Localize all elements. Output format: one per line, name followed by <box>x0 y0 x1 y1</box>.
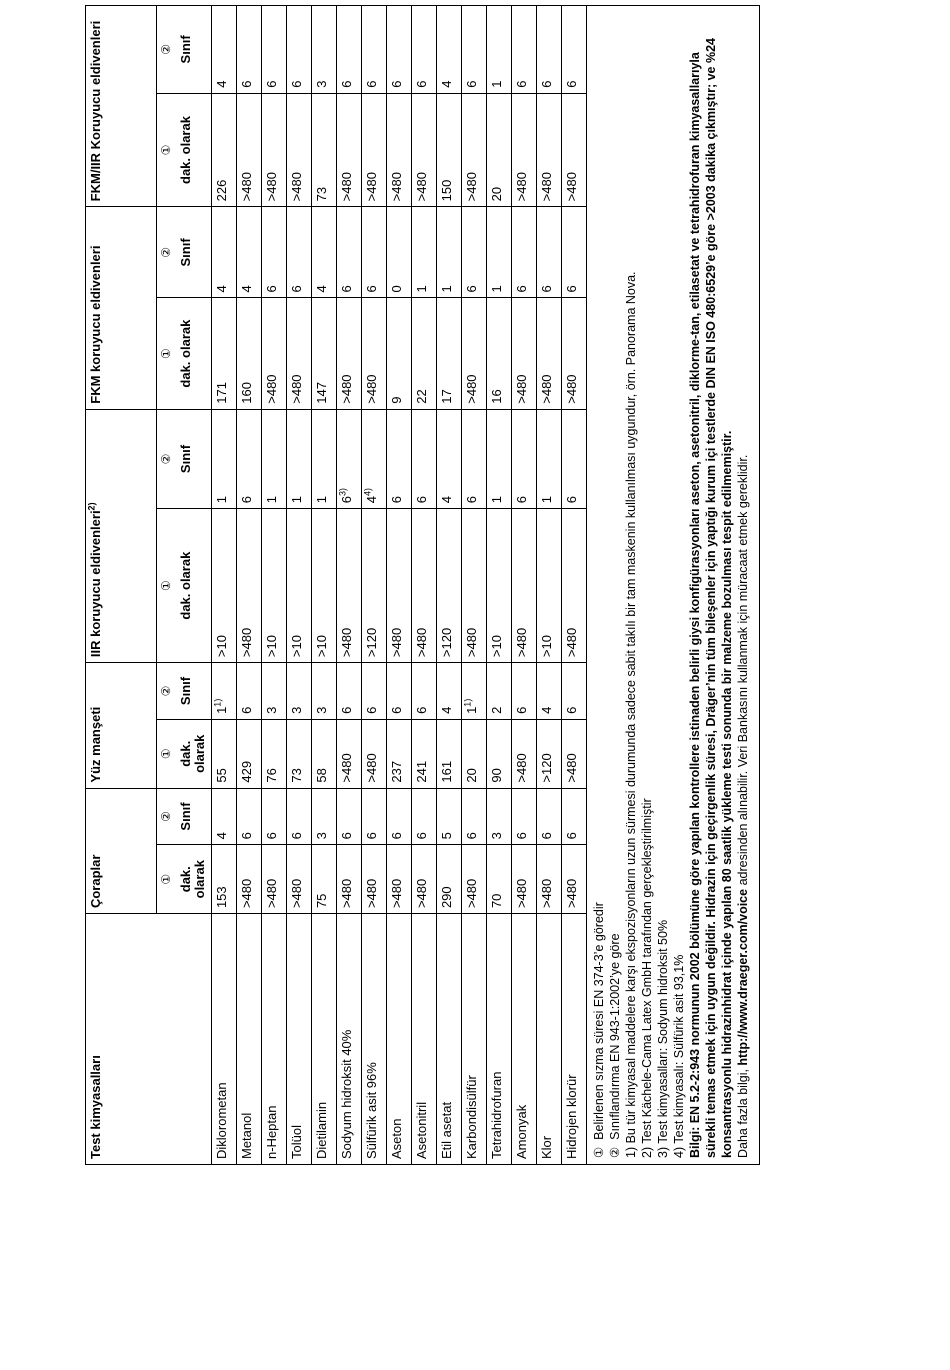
table-row <box>386 6 411 1165</box>
value-cell: 6 <box>411 788 436 845</box>
value-cell: >480 <box>511 509 536 663</box>
footnote-1: 1) Bu tür kimyasal maddelere karşı ekspozisyonların uzun sürmesi durumunda sadece sabit takılı bir tam maskenin kullanılması uygundur, örn. Panorama Nova. <box>623 271 638 1158</box>
value-cell: 6 <box>461 207 486 298</box>
value-cell: 6 <box>511 6 536 94</box>
value-cell: 6 <box>286 788 311 845</box>
chemical-name: Tetrahidrofuran <box>486 914 511 1165</box>
subheader-time-2: ① dak. olarak <box>157 509 212 663</box>
value-cell: >10 <box>311 509 336 663</box>
value-cell: 6 <box>336 788 361 845</box>
value-cell: 6 <box>386 788 411 845</box>
header-face-seal: Yüz manşeti <box>86 663 157 788</box>
subheader-class-1: ② Sınıf <box>157 663 212 720</box>
table-row <box>311 6 336 1165</box>
table-row <box>411 6 436 1165</box>
value-cell: 16 <box>486 298 511 409</box>
value-cell: >480 <box>561 845 586 914</box>
value-cell: >480 <box>386 509 411 663</box>
header-socks: Çoraplar <box>86 788 157 913</box>
chemical-name: Etil asetat <box>436 914 461 1165</box>
value-cell: 2 <box>486 663 511 720</box>
chemical-name: n-Heptan <box>261 914 286 1165</box>
subheader-time-0: ① dak. olarak <box>157 845 212 914</box>
value-cell: 1 <box>286 409 311 508</box>
value-cell: 237 <box>386 719 411 788</box>
value-cell: >480 <box>461 298 486 409</box>
value-cell: 4 <box>211 207 236 298</box>
value-cell: >480 <box>511 719 536 788</box>
value-cell: >480 <box>461 93 486 207</box>
value-cell: >480 <box>336 845 361 914</box>
value-cell: 22 <box>411 298 436 409</box>
value-cell: >10 <box>261 509 286 663</box>
table-row <box>286 6 311 1165</box>
value-cell: >480 <box>261 298 286 409</box>
value-cell: >120 <box>361 509 386 663</box>
value-cell: 6 <box>261 788 286 845</box>
table-row <box>486 6 511 1165</box>
footnote-4: 4) Test kimyasalı: Sülfürik asit 93,1% <box>671 954 686 1158</box>
value-cell: 6 <box>536 207 561 298</box>
value-cell: 6 <box>361 207 386 298</box>
value-cell: 3 <box>311 663 336 720</box>
footnote-3: 3) Test kimyasalları: Sodyum hidroksit 50% <box>655 919 670 1158</box>
chemical-name: Asetonitril <box>411 914 436 1165</box>
value-cell: 4 <box>311 207 336 298</box>
subheader-time-3: ① dak. olarak <box>157 298 212 409</box>
value-cell: 90 <box>486 719 511 788</box>
value-cell: >480 <box>561 298 586 409</box>
footnote-2: 2) Test Kächele-Cama Latex GmbH tarafından gerçekleştirilmiştir <box>639 798 654 1158</box>
value-cell: 3 <box>261 663 286 720</box>
value-cell: >480 <box>386 93 411 207</box>
value-cell: 6 <box>561 409 586 508</box>
value-cell: 4 <box>536 663 561 720</box>
value-cell: >10 <box>536 509 561 663</box>
footnote-ref: 1) <box>462 698 473 707</box>
value-cell: 6 <box>561 6 586 94</box>
chemical-resistance-table <box>85 5 587 1165</box>
value-cell: 55 <box>211 719 236 788</box>
value-cell: 3 <box>286 663 311 720</box>
chemical-name: Hidrojen klorür <box>561 914 586 1165</box>
value-cell: 6 <box>286 207 311 298</box>
value-cell: >480 <box>386 845 411 914</box>
value-cell: >480 <box>561 719 586 788</box>
value-cell: 75 <box>311 845 336 914</box>
value-cell: >480 <box>361 93 386 207</box>
value-cell: >480 <box>511 93 536 207</box>
value-cell: 160 <box>236 298 261 409</box>
value-cell: 6 <box>361 663 386 720</box>
value-cell: 241 <box>411 719 436 788</box>
value-cell: 6 <box>336 663 361 720</box>
value-cell: 6 <box>561 788 586 845</box>
value-cell: 6 <box>236 409 261 508</box>
value-cell: >480 <box>236 509 261 663</box>
note-classification: ② Sınıflandırma EN 943-1:2002’ye göre <box>607 933 622 1158</box>
value-cell: >480 <box>261 93 286 207</box>
value-cell: 6 <box>361 6 386 94</box>
table-row <box>361 6 386 1165</box>
value-cell: 6 <box>461 6 486 94</box>
draeger-voice-link[interactable]: http://www.draeger.com/voice <box>735 888 750 1066</box>
value-cell: 9 <box>386 298 411 409</box>
value-cell: 58 <box>311 719 336 788</box>
value-cell: 1$^{1)}$ <box>461 663 486 720</box>
subheader-class-4: ② Sınıf <box>157 6 212 94</box>
value-cell: >480 <box>536 93 561 207</box>
value-cell: 1 <box>411 207 436 298</box>
value-cell: 1 <box>486 207 511 298</box>
value-cell: 6 <box>511 207 536 298</box>
subheader-class-3: ② Sınıf <box>157 207 212 298</box>
value-cell: 4 <box>211 788 236 845</box>
value-cell: 1 <box>436 207 461 298</box>
table-row <box>336 6 361 1165</box>
header-fkm-gloves: FKM koruyucu eldivenleri <box>86 207 157 409</box>
value-cell: >480 <box>411 93 436 207</box>
value-cell: 153 <box>211 845 236 914</box>
value-cell: >480 <box>286 845 311 914</box>
value-cell: 6 <box>511 409 536 508</box>
header-iir-gloves: IIR koruyucu eldivenleri$^{2)}$ <box>86 409 157 662</box>
table-row <box>511 6 536 1165</box>
value-cell: 5 <box>436 788 461 845</box>
value-cell: 6 <box>336 207 361 298</box>
value-cell: >480 <box>461 845 486 914</box>
value-cell: 1 <box>311 409 336 508</box>
chemical-name: Amonyak <box>511 914 536 1165</box>
value-cell: >480 <box>336 509 361 663</box>
chemical-name: Diklorometan <box>211 914 236 1165</box>
value-cell: 6 <box>236 6 261 94</box>
chemical-name: Dietilamin <box>311 914 336 1165</box>
value-cell: 17 <box>436 298 461 409</box>
value-cell: 6$^{3)}$ <box>336 409 361 508</box>
value-cell: >480 <box>261 845 286 914</box>
chemical-name: Klor <box>536 914 561 1165</box>
table-row <box>261 6 286 1165</box>
value-cell: 4$^{4)}$ <box>361 409 386 508</box>
value-cell: 1 <box>261 409 286 508</box>
value-cell: >10 <box>286 509 311 663</box>
value-cell: >480 <box>361 845 386 914</box>
value-cell: 1 <box>486 6 511 94</box>
value-cell: >480 <box>511 845 536 914</box>
value-cell: 6 <box>536 6 561 94</box>
value-cell: 6 <box>286 6 311 94</box>
value-cell: 3 <box>486 788 511 845</box>
value-cell: 3 <box>311 788 336 845</box>
header-test-chemicals: Test kimyasalları <box>86 914 212 1165</box>
value-cell: 6 <box>511 663 536 720</box>
table-row <box>436 6 461 1165</box>
subheader-time-1: ① dak. olarak <box>157 719 212 788</box>
value-cell: 4 <box>211 6 236 94</box>
value-cell: >10 <box>211 509 236 663</box>
note-breakthrough: ① Belirlenen sızma süresi EN 374-3’e göredir <box>591 902 606 1158</box>
value-cell: 161 <box>436 719 461 788</box>
table-row <box>211 6 236 1165</box>
value-cell: >480 <box>361 719 386 788</box>
value-cell: >480 <box>411 509 436 663</box>
footnote-ref: 1) <box>212 698 223 707</box>
value-cell: 6 <box>236 663 261 720</box>
value-cell: 150 <box>436 93 461 207</box>
chemical-name: Tolüol <box>286 914 311 1165</box>
value-cell: 6 <box>336 6 361 94</box>
value-cell: 20 <box>486 93 511 207</box>
value-cell: 4 <box>436 409 461 508</box>
value-cell: 6 <box>511 788 536 845</box>
value-cell: 6 <box>386 409 411 508</box>
value-cell: >10 <box>486 509 511 663</box>
subheader-class-2: ② Sınıf <box>157 409 212 508</box>
value-cell: >480 <box>461 509 486 663</box>
chemical-name: Karbondisülfür <box>461 914 486 1165</box>
value-cell: 6 <box>386 6 411 94</box>
subheader-class-0: ② Sınıf <box>157 788 212 845</box>
value-cell: >480 <box>336 719 361 788</box>
value-cell: 4 <box>436 663 461 720</box>
value-cell: 6 <box>461 409 486 508</box>
table-row <box>461 6 486 1165</box>
footnotes <box>587 5 760 1165</box>
value-cell: >480 <box>236 93 261 207</box>
value-cell: 6 <box>411 663 436 720</box>
chemical-name: Sodyum hidroksit 40% <box>336 914 361 1165</box>
value-cell: 6 <box>261 207 286 298</box>
footnote-ref: 4) <box>362 487 373 496</box>
value-cell: 70 <box>486 845 511 914</box>
rotated-page <box>85 5 937 1165</box>
value-cell: >480 <box>561 93 586 207</box>
value-cell: >480 <box>536 298 561 409</box>
value-cell: 6 <box>561 663 586 720</box>
value-cell: 1 <box>211 409 236 508</box>
value-cell: >120 <box>536 719 561 788</box>
subheader-time-4: ① dak. olarak <box>157 93 212 207</box>
value-cell: >480 <box>411 845 436 914</box>
value-cell: >480 <box>286 93 311 207</box>
value-cell: >480 <box>536 845 561 914</box>
footnote-ref: 3) <box>337 487 348 496</box>
value-cell: 0 <box>386 207 411 298</box>
value-cell: >120 <box>436 509 461 663</box>
value-cell: 6 <box>236 788 261 845</box>
value-cell: 171 <box>211 298 236 409</box>
value-cell: 4 <box>436 6 461 94</box>
value-cell: 6 <box>261 6 286 94</box>
value-cell: 290 <box>436 845 461 914</box>
value-cell: 20 <box>461 719 486 788</box>
value-cell: 1$^{1)}$ <box>211 663 236 720</box>
header-fkm-iir-gloves: FKM/IIR Koruyucu eldivenleri <box>86 6 157 207</box>
chemical-name: Metanol <box>236 914 261 1165</box>
value-cell: 6 <box>536 788 561 845</box>
value-cell: >480 <box>511 298 536 409</box>
value-cell: 1 <box>536 409 561 508</box>
value-cell: >480 <box>561 509 586 663</box>
value-cell: 429 <box>236 719 261 788</box>
more-info-line: Daha fazla bilgi, http://www.draeger.com/voice adresinden alınabilir. Veri Bankasını kullanmak için müracaat etmek gereklidir. <box>735 454 750 1158</box>
chemical-name: Sülfürik asit 96% <box>361 914 386 1165</box>
value-cell: 1 <box>486 409 511 508</box>
value-cell: 226 <box>211 93 236 207</box>
chemical-name: Aseton <box>386 914 411 1165</box>
table-row <box>536 6 561 1165</box>
value-cell: 6 <box>411 409 436 508</box>
value-cell: 76 <box>261 719 286 788</box>
value-cell: 6 <box>386 663 411 720</box>
value-cell: 73 <box>286 719 311 788</box>
value-cell: >480 <box>336 93 361 207</box>
value-cell: 6 <box>461 788 486 845</box>
value-cell: >480 <box>236 845 261 914</box>
value-cell: 73 <box>311 93 336 207</box>
value-cell: >480 <box>361 298 386 409</box>
value-cell: 4 <box>236 207 261 298</box>
value-cell: 6 <box>411 6 436 94</box>
value-cell: >480 <box>336 298 361 409</box>
value-cell: >480 <box>286 298 311 409</box>
info-paragraph: Bilgi: EN 5.2-2:943 normunun 2002 bölümüne göre yapılan kontrollere istinaden belirli giysi konfigürasyonları aseton, asetonitril, diklorme-tan, etilasetat ve tetrahidrofuran kimyasallarıyla sürekli temas etmek için uygun değildir. Hidrazin için geçirgenlik süresi, Dräger’nin tüm bileşenler için yaptığı kurum içi testlerde DIN EN ISO 480:6529’e göre >2003 dakika çıkmıştır; ve %24 konsantrasyonlu hidrazinhidrat içinde yapılan 80 saatlik yükleme testi sonunda bir malzeme bozulması tespit edilmemiştir. <box>687 38 734 1158</box>
value-cell: 6 <box>561 207 586 298</box>
table-row <box>236 6 261 1165</box>
value-cell: 147 <box>311 298 336 409</box>
table-row <box>561 6 586 1165</box>
value-cell: 3 <box>311 6 336 94</box>
value-cell: 6 <box>361 788 386 845</box>
